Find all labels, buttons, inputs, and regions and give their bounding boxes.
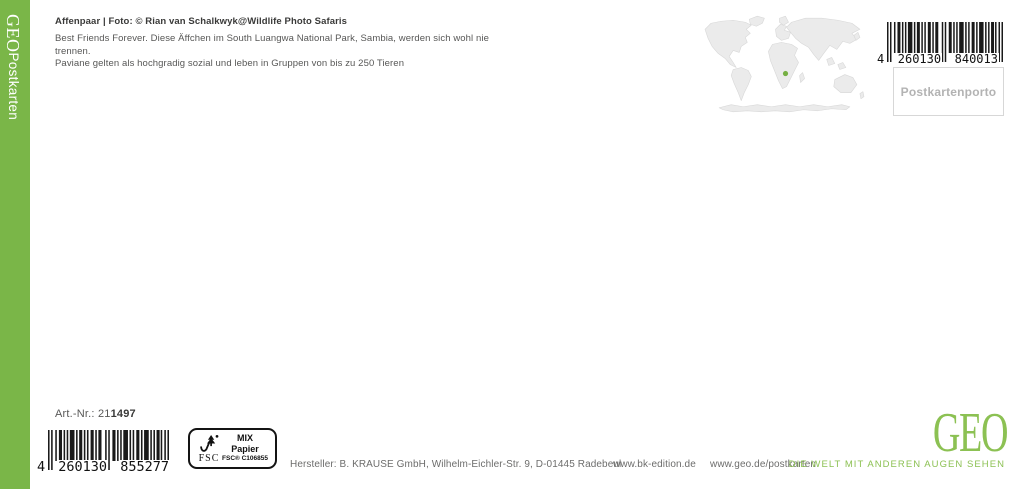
postage-barcode-number [876,53,999,66]
world-map [699,13,872,118]
fsc-mix-label: MIX [237,432,254,443]
postage-barcode-digit-group: 260130 [897,52,942,66]
fsc-acronym-label: FSC [198,452,220,464]
geo-tagline: DIE WELT MIT ANDEREN AUGEN SEHEN [788,459,1005,470]
fsc-tree-check-icon [198,434,220,454]
postage-paid-box [893,67,1004,116]
postage-barcode-digit-group: 840013 [954,52,998,66]
photo-description-line1: Best Friends Forever. Diese Äffchen im South Luangwa National Park, Sambia, werden sich wohl nie trennen. [55,33,489,57]
article-number [55,408,136,420]
article-barcode-number [36,460,170,475]
fsc-license-number: FSC® C106855 [222,455,268,463]
fsc-papier-label: Papier [231,443,259,454]
postage-barcode-digit-group: 4 [877,52,885,66]
article-number-bold: 1497 [110,408,136,420]
article-barcode-digit-group: 4 [37,459,46,475]
spine-geo-wordmark: GEO [3,14,23,53]
photo-credit-block [55,16,525,71]
article-barcode [36,430,176,476]
photo-credit-headline: Affenpaar | Foto: © Rian van Schalkwyk@Wildlife Photo Safaris [55,16,348,27]
postage-barcode [876,22,1005,68]
spine-brand-text [4,14,22,120]
article-barcode-digit-group: 260130 [58,459,108,475]
photo-description-line2: Paviane gelten als hochgradig sozial und leben in Gruppen von bis zu 250 Tieren [55,58,405,69]
location-dot-zambia [783,71,788,76]
article-number-prefix: Art.-Nr.: 21 [55,408,111,420]
edition-url: www.bk-edition.de [613,459,696,470]
green-spine-stripe [0,0,30,489]
geo-logo: GEO [932,402,1007,464]
geo-postcards-url: www.geo.de/postkarten [710,459,817,470]
fsc-certification-label [188,428,277,469]
spine-postkarten-label: Postkarten [6,52,21,121]
article-barcode-digit-group: 855277 [120,459,169,475]
postage-paid-label: Postkartenporto [900,84,997,99]
manufacturer-info: Hersteller: B. KRAUSE GmbH, Wilhelm-Eichler-Str. 9, D-01445 Radebeul [290,459,622,470]
